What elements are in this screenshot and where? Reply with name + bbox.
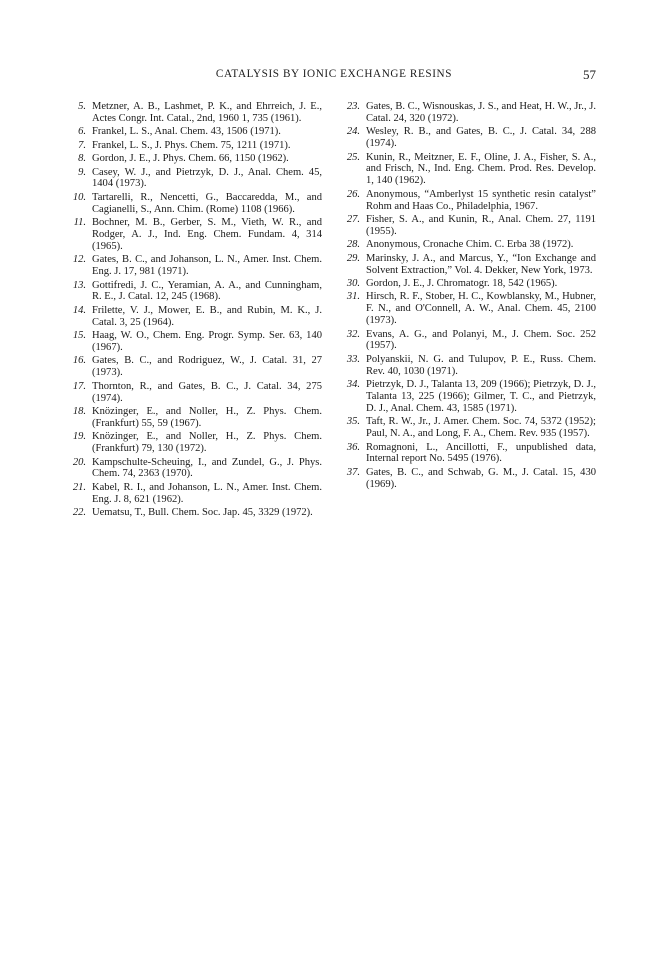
reference-entry bbox=[72, 167, 322, 191]
reference-number: 6. bbox=[78, 126, 86, 138]
reference-number: 32. bbox=[346, 328, 360, 340]
reference-entry bbox=[346, 329, 596, 353]
reference-number: 22. bbox=[72, 507, 86, 519]
reference-entry bbox=[72, 355, 322, 379]
reference-text: Pietrzyk, D. J., Talanta 13, 209 (1966); Pietrzyk, D. J., Talanta 13, 225 (1966); Gilmer, T. C., and Pietrzyk, D. J., Anal. Chem. 43, 1585 (1971). bbox=[366, 379, 596, 414]
reference-entry bbox=[72, 254, 322, 278]
reference-entry bbox=[72, 431, 322, 455]
reference-number: 31. bbox=[346, 291, 360, 303]
reference-number: 35. bbox=[346, 416, 360, 428]
reference-entry bbox=[346, 214, 596, 238]
reference-text: Frilette, V. J., Mower, E. B., and Rubin, M. K., J. Catal. 3, 25 (1964). bbox=[92, 304, 322, 328]
reference-number: 33. bbox=[346, 353, 360, 365]
reference-text: Bochner, M. B., Gerber, S. M., Vieth, W. R., and Rodger, A. J., Ind. Eng. Chem. Fundam. 4, 314 (1965). bbox=[92, 217, 322, 252]
reference-entry bbox=[346, 189, 596, 213]
reference-entry bbox=[72, 330, 322, 354]
reference-text: Wesley, R. B., and Gates, B. C., J. Catal. 34, 288 (1974). bbox=[366, 126, 596, 150]
reference-text: Frankel, L. S., J. Phys. Chem. 75, 1211 (1971). bbox=[92, 139, 291, 151]
reference-number: 25. bbox=[346, 151, 360, 163]
reference-entry bbox=[346, 239, 596, 251]
reference-entry bbox=[346, 442, 596, 466]
reference-entry bbox=[72, 406, 322, 430]
reference-number: 16. bbox=[72, 355, 86, 367]
reference-text: Gates, B. C., and Schwab, G. M., J. Catal. 15, 430 (1969). bbox=[366, 466, 596, 490]
reference-entry bbox=[72, 280, 322, 304]
reference-entry bbox=[346, 354, 596, 378]
reference-number: 14. bbox=[72, 304, 86, 316]
reference-number: 17. bbox=[72, 380, 86, 392]
reference-entry bbox=[346, 101, 596, 125]
reference-entry bbox=[346, 278, 596, 290]
reference-number: 28. bbox=[346, 239, 360, 251]
reference-text: Gottifredi, J. C., Yeramian, A. A., and Cunningham, R. E., J. Catal. 12, 245 (1968). bbox=[92, 279, 322, 303]
reference-number: 36. bbox=[346, 441, 360, 453]
reference-number: 5. bbox=[78, 101, 86, 112]
reference-entry bbox=[346, 416, 596, 440]
reference-text: Hirsch, R. F., Stober, H. C., Kowblansky, M., Hubner, F. N., and O'Connell, A. W., Anal. Chem. 45, 2100 (1973). bbox=[366, 291, 596, 327]
reference-number: 23. bbox=[346, 101, 360, 112]
reference-number: 27. bbox=[346, 213, 360, 225]
reference-entry bbox=[72, 482, 322, 506]
reference-text: Kabel, R. I., and Johanson, L. N., Amer. Inst. Chem. Eng. J. 8, 621 (1962). bbox=[92, 481, 322, 505]
reference-entry bbox=[72, 126, 322, 138]
reference-entry bbox=[346, 467, 596, 491]
reference-text: Anonymous, “Amberlyst 15 synthetic resin catalyst” Rohm and Haas Co., Philadelphia, 1967. bbox=[366, 188, 596, 212]
reference-entry bbox=[346, 152, 596, 188]
reference-entry bbox=[346, 379, 596, 415]
reference-entry bbox=[72, 457, 322, 481]
reference-number: 8. bbox=[78, 153, 86, 165]
reference-entry bbox=[346, 253, 596, 277]
reference-number: 18. bbox=[72, 405, 86, 417]
reference-text: Taft, R. W., Jr., J. Amer. Chem. Soc. 74, 5372 (1952); Paul, N. A., and Long, F. A., Chem. Rev. 935 (1957). bbox=[366, 416, 596, 440]
reference-number: 11. bbox=[73, 217, 86, 229]
reference-number: 26. bbox=[346, 188, 360, 200]
reference-text: Frankel, L. S., Anal. Chem. 43, 1506 (1971). bbox=[92, 126, 281, 138]
reference-entry bbox=[72, 140, 322, 152]
reference-entry bbox=[72, 192, 322, 216]
reference-text: Kampschulte-Scheuing, I., and Zundel, G., J. Phys. Chem. 74, 2363 (1970). bbox=[92, 456, 322, 480]
reference-text: Anonymous, Cronache Chim. C. Erba 38 (1972). bbox=[366, 239, 574, 251]
reference-text: Fisher, S. A., and Kunin, R., Anal. Chem. 27, 1191 (1955). bbox=[366, 213, 596, 237]
running-head: CATALYSIS BY IONIC EXCHANGE RESINS bbox=[215, 68, 453, 80]
reference-text: Uematsu, T., Bull. Chem. Soc. Jap. 45, 3329 (1972). bbox=[92, 507, 313, 519]
reference-entry bbox=[72, 305, 322, 329]
reference-text: Gates, B. C., and Johanson, L. N., Amer. Inst. Chem. Eng. J. 17, 981 (1971). bbox=[92, 254, 322, 278]
reference-number: 10. bbox=[72, 191, 86, 203]
reference-text: Evans, A. G., and Polanyi, M., J. Chem. Soc. 252 (1957). bbox=[366, 328, 596, 352]
reference-text: Romagnoni, L., Ancillotti, F., unpublished data, Internal report No. 5495 (1976). bbox=[366, 441, 596, 465]
reference-number: 30. bbox=[346, 277, 360, 289]
reference-number: 19. bbox=[72, 431, 86, 443]
reference-text: Tartarelli, R., Nencetti, G., Baccaredda, M., and Cagianelli, S., Ann. Chim. (Rome) 1108 (1966). bbox=[92, 191, 322, 215]
reference-text: Knözinger, E., and Noller, H., Z. Phys. Chem. (Frankfurt) 55, 59 (1967). bbox=[92, 405, 322, 429]
reference-entry bbox=[346, 291, 596, 327]
reference-number: 12. bbox=[72, 254, 86, 266]
references-left-column bbox=[72, 101, 322, 521]
reference-text: Metzner, A. B., Lashmet, P. K., and Ehrreich, J. E., Actes Congr. Int. Catal., 2nd, 1960 1, 735 (1961). bbox=[92, 101, 322, 124]
reference-number: 7. bbox=[78, 139, 86, 151]
reference-text: Polyanskii, N. G. and Tulupov, P. E., Russ. Chem. Rev. 40, 1030 (1971). bbox=[366, 353, 596, 377]
reference-entry bbox=[72, 101, 322, 125]
page-number: 57 bbox=[583, 67, 596, 82]
page-header bbox=[72, 68, 596, 84]
reference-entry bbox=[72, 507, 322, 519]
reference-text: Knözinger, E., and Noller, H., Z. Phys. Chem. (Frankfurt) 79, 130 (1972). bbox=[92, 431, 322, 455]
reference-text: Gordon, J. E., J. Chromatogr. 18, 542 (1965). bbox=[366, 277, 558, 289]
reference-text: Marinsky, J. A., and Marcus, Y., “Ion Exchange and Solvent Extraction,” Vol. 4. Dekker, New York, 1973. bbox=[366, 252, 596, 276]
reference-text: Thornton, R., and Gates, B. C., J. Catal. 34, 275 (1974). bbox=[92, 380, 322, 404]
reference-entry bbox=[72, 153, 322, 165]
reference-text: Gates, B. C., and Rodriguez, W., J. Catal. 31, 27 (1973). bbox=[92, 355, 322, 379]
reference-text: Kunin, R., Meitzner, E. F., Oline, J. A., Fisher, S. A., and Frisch, N., Ind. Eng. Chem. Prod. Res. Develop. 1, 140 (1962). bbox=[366, 151, 596, 187]
reference-number: 21. bbox=[72, 481, 86, 493]
reference-text: Gordon, J. E., J. Phys. Chem. 66, 1150 (1962). bbox=[92, 153, 289, 165]
reference-number: 13. bbox=[72, 279, 86, 291]
reference-text: Casey, W. J., and Pietrzyk, D. J., Anal. Chem. 45, 1404 (1973). bbox=[92, 166, 322, 190]
reference-text: Gates, B. C., Wisnouskas, J. S., and Heat, H. W., Jr., J. Catal. 24, 320 (1972). bbox=[366, 101, 596, 124]
reference-entry bbox=[72, 217, 322, 253]
reference-number: 29. bbox=[346, 252, 360, 264]
reference-number: 9. bbox=[78, 166, 86, 178]
reference-text: Haag, W. O., Chem. Eng. Progr. Symp. Ser. 63, 140 (1967). bbox=[92, 330, 322, 353]
reference-entry bbox=[346, 126, 596, 150]
reference-number: 34. bbox=[346, 379, 360, 391]
reference-entry bbox=[72, 381, 322, 405]
references-right-column bbox=[346, 101, 596, 492]
reference-number: 20. bbox=[72, 456, 86, 468]
reference-number: 24. bbox=[346, 126, 360, 138]
reference-number: 37. bbox=[346, 466, 360, 478]
reference-number: 15. bbox=[72, 330, 86, 342]
